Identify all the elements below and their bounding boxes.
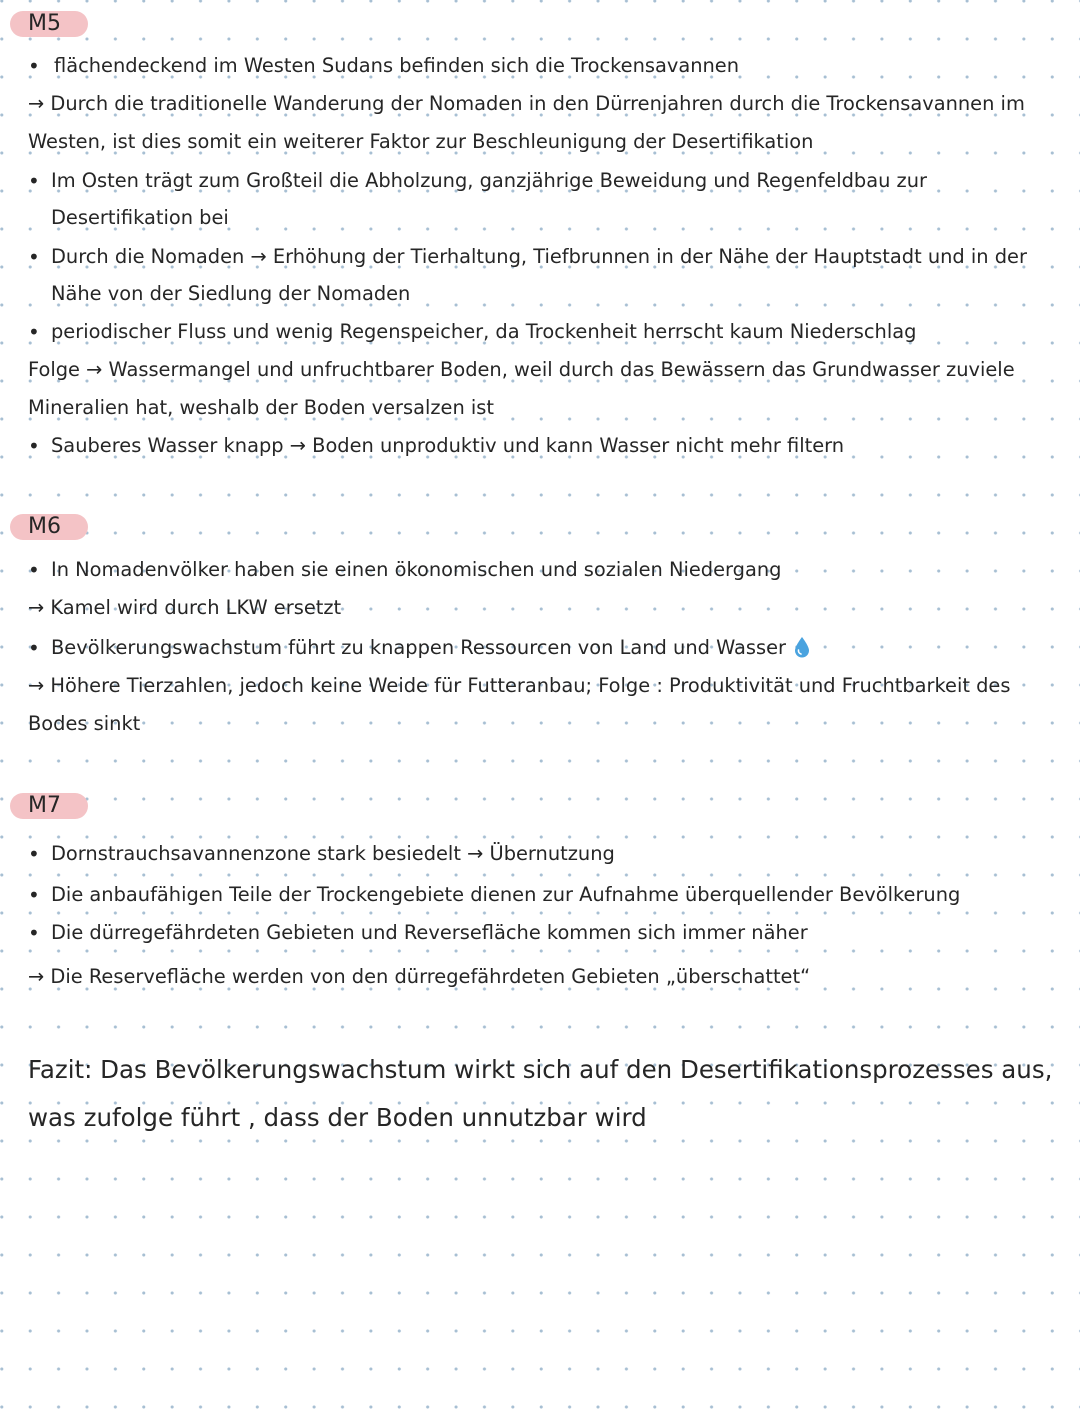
- bullet: •: [28, 921, 40, 945]
- conclusion-line-1: Fazit: Das Bevölkerungswachstum wirkt sich auf den Desertifikationsprozesses aus,: [28, 1055, 1053, 1084]
- bullet: •: [28, 434, 40, 458]
- m6-line-5: Bodes sinkt: [28, 712, 141, 735]
- section-label-m6: M6: [10, 514, 88, 540]
- bullet: •: [28, 245, 40, 269]
- m5-line-10: Mineralien hat, weshalb der Boden versalzen ist: [28, 396, 495, 419]
- m5-line-5: Desertifikation bei: [51, 206, 229, 229]
- m6-line-3: [51, 636, 810, 660]
- m6-line-1: In Nomadenvölker haben sie einen ökonomischen und sozialen Niedergang: [51, 558, 782, 581]
- conclusion-line-2: was zufolge führt , dass der Boden unnutzbar wird: [28, 1103, 647, 1132]
- m7-line-4: → Die Reservefläche werden von den dürregefährdeten Gebieten „überschattet“: [28, 965, 811, 988]
- m6-line-4: → Höhere Tierzahlen, jedoch keine Weide für Futteranbau; Folge : Produktivität und Fruchtbarkeit des: [28, 674, 1011, 697]
- water-drop-icon: [794, 636, 810, 658]
- m5-line-4: Im Osten trägt zum Großteil die Abholzung, ganzjährige Beweidung und Regenfeldbau zur: [51, 169, 927, 192]
- bullet: •: [28, 169, 40, 193]
- bullet: •: [28, 558, 40, 582]
- m5-line-3: Westen, ist dies somit ein weiterer Faktor zur Beschleunigung der Desertifikation: [28, 130, 814, 153]
- section-label-m7: M7: [10, 793, 88, 819]
- m5-line-8: periodischer Fluss und wenig Regenspeicher, da Trockenheit herrscht kaum Niederschlag: [51, 320, 917, 343]
- m5-line-7: Nähe von der Siedlung der Nomaden: [51, 282, 411, 305]
- bullet: •: [28, 883, 40, 907]
- m5-line-9: Folge → Wassermangel und unfruchtbarer Boden, weil durch das Bewässern das Grundwasser zuviele: [28, 358, 1015, 381]
- m5-line-6: Durch die Nomaden → Erhöhung der Tierhaltung, Tiefbrunnen in der Nähe der Hauptstadt und in der: [51, 245, 1027, 268]
- bullet: •: [28, 54, 40, 78]
- m6-line-3-text: Bevölkerungswachstum führt zu knappen Ressourcen von Land und Wasser: [51, 636, 786, 659]
- section-label-m5: M5: [10, 11, 88, 37]
- bullet: •: [28, 842, 40, 866]
- m5-line-1: flächendeckend im Westen Sudans befinden sich die Trockensavannen: [54, 54, 740, 77]
- m7-line-1: Dornstrauchsavannenzone stark besiedelt → Übernutzung: [51, 842, 615, 865]
- bullet: •: [28, 636, 40, 660]
- m7-line-2: Die anbaufähigen Teile der Trockengebiete dienen zur Aufnahme überquellender Bevölkerung: [51, 883, 961, 906]
- m5-line-2: → Durch die traditionelle Wanderung der Nomaden in den Dürrenjahren durch die Trockensavannen im: [28, 92, 1025, 115]
- m5-line-11: Sauberes Wasser knapp → Boden unproduktiv und kann Wasser nicht mehr filtern: [51, 434, 845, 457]
- m7-line-3: Die dürregefährdeten Gebieten und Reversefläche kommen sich immer näher: [51, 921, 808, 944]
- bullet: •: [28, 320, 40, 344]
- m6-line-2: → Kamel wird durch LKW ersetzt: [28, 596, 342, 619]
